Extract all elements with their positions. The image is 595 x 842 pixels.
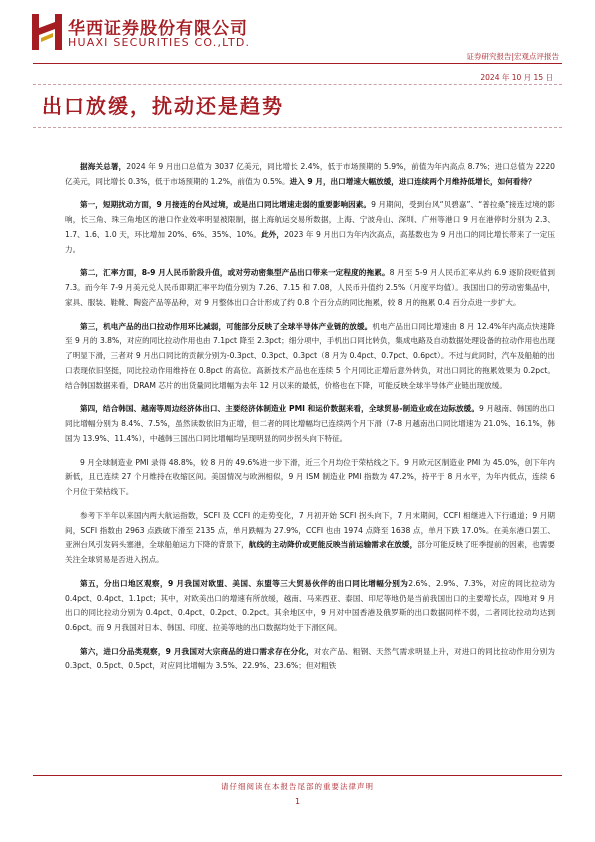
- legal-disclaimer-link[interactable]: 请仔细阅读在本报告尾部的重要法律声明: [221, 782, 374, 791]
- huaxi-logo: [32, 14, 62, 50]
- report-date: 2024 年 10 月 15 日: [480, 73, 553, 82]
- title-divider-top: [33, 84, 562, 85]
- page-number: 1: [294, 797, 301, 806]
- report-title: 出口放缓，扰动还是趋势: [42, 94, 284, 118]
- paragraph-2: 第一，短期扰动方面，9 月接连的台风过境，或是出口同比增速走弱的重要影响因素。9 月期间，受到台风“贝碧嘉”、“普拉桑”接连过境的影响，长三角、珠三角地区的港口作业效率明显被限制，据上海航运交易所数据，上海、宁波舟山、深圳、广州等港口 9 月在港停时分别为 2.3、1.7、1.6、1.0 天，环比增加 20%、6%、35%、10%。此外，2023 年 9 月出口为年内次高点，高基数也为 9 月出口的同比增长带来了一定压力。: [65, 200, 555, 254]
- report-body: [65, 160, 555, 683]
- paragraph-7: 参考下半年以来国内两大航运指数，SCFI 及 CCFI 的走势变化，7 月初开始 SCFI 拐头向下，7 月末期间，CCFI 相继进入下行通道；9 月期间，SCFI 指数由 2963 点跌破下滑至 2135 点，单月跌幅为 27.9%，CCFI 也由 1974 点降至 1638 点，单月下跌 17.0%。在美东港口罢工、亚洲台风引发码头塞港，全球船舶运力下降的背景下，航线的主动降价或更能反映当前运输需求在放缓，部分可能反映了旺季提前的因素，也需要关注全球贸易是否进入拐点。: [65, 510, 556, 565]
- paragraph-1: 据海关总署，2024 年 9 月出口总值为 3037 亿美元，同比增长 2.4%，低于市场预期的 5.9%，前值为年内高点 8.7%；进口总值为 2220 亿美元，同比增长 0.3%，低于市场预期的 1.2%，前值为 0.5%。进入 9 月，出口增速大幅放缓，进口连续两个月维持低增长，如何看待？: [65, 162, 556, 186]
- paragraph-9: 第六，进口分品类观察，9 月我国对大宗商品的进口需求存在分化，对农产品、粗钢、天然气需求明显上升，对进口的同比拉动作用分别为 0.3pct、0.5pct、0.5pct，对应同比增幅为 3.5%、22.9%、23.6%；但对粗铁: [65, 646, 555, 671]
- brand-name-en: HUAXI SECURITIES CO.,LTD.: [68, 36, 251, 49]
- title-divider-bottom: [33, 127, 562, 128]
- paragraph-8: 第五，分出口地区观察，9 月我国对欧盟、美国、东盟等三大贸易伙伴的出口同比增幅分别为2.6%、2.9%、7.3%，对应的同比拉动为 0.4pct、0.4pct、1.1pct；其中，对欧美出口的增速有所放缓，越南、马来西亚、泰国、印尼等地仍是当前我国出口的主要增长点，四地对 9 月出口的同比拉动分别为 0.4pct、0.4pct、0.2pct、0.2pct。其余地区中，9 月对中国香港及俄罗斯的出口数据同样不弱，二者同比拉动均达到 0.6pct。而 9 月我国对日本、韩国、印度、拉美等地的出口数据均处于下滑区间。: [65, 578, 555, 633]
- header-divider: [33, 63, 562, 64]
- paragraph-5: 第四，结合韩国、越南等周边经济体出口、主要经济体制造业 PMI 和运价数据来看，全球贸易-制造业或在边际放缓。9 月越南、韩国的出口同比增幅分别为 8.4%、7.5%，虽然读数依旧为正增，但二者的同比增幅均已连续两个月下滑（7-8 月越南出口同比增速为 21.0%、16.1%，韩国为 13.9%、11.4%），中越韩三国出口同比增幅均呈现明显的同步拐头向下特征。: [65, 404, 555, 443]
- paragraph-4: 第三，机电产品的出口拉动作用环比减弱，可能部分反映了全球半导体产业链的放缓。机电产品出口同比增速由 8 月 12.4%年内高点快速降至 9 月的 3.8%，对应的同比拉动作用也由 7.1pct 降至 2.3pct；细分项中，手机出口同比转负，集成电路及自动数据处理设备的拉动作用也出现了明显下滑，三者对 9 月出口同比的贡献分别为-0.3pct、0.3pct、0.3pct（8 月为 0.4pct、0.7pct、0.6pct）。不过与此同时，汽车及船舶的出口表现依旧坚挺，同比拉动作用维持在 0.8pct 的高位。高新技术产品也在连续 5 个月同比正增后意外转负，对出口同比的拖累效果为 0.2pct。结合韩国数据来看，DRAM 芯片的出货量同比增幅为去年 12 月以来的最低，价格也在下降，可能反映全球半导体产业链出现放缓。: [65, 321, 555, 390]
- report-type-label: 证券研究报告|宏观点评报告: [466, 52, 559, 61]
- footer-divider: [33, 775, 562, 776]
- paragraph-3: 第二，汇率方面，8-9 月人民币阶段升值，或对劳动密集型产品出口带来一定程度的拖累。8 月至 5-9 月人民币汇率从约 6.9 逐阶段贬值到 7.3。而今年 7-9 月美元兑人民币即期汇率平均值分别为 7.26、7.15 和 7.08，人民币升值约 2.5%（月度平均值）。我国出口的劳动密集品中，家具、服装、鞋靴、陶瓷产品等品种，对 9 月整体出口合计形成了约 0.8 个百分点的同比拖累，较 8 月的拖累 0.4 百分点进一步扩大。: [65, 268, 555, 307]
- brand-name-cn: 华西证券股份有限公司: [68, 19, 248, 39]
- paragraph-6: 9 月全球制造业 PMI 录得 48.8%，较 8 月的 49.6%进一步下滑，近三个月均位于荣枯线之下。9 月欧元区制造业 PMI 为 45.0%，创下年内新低，且已连续 27 个月维持在收缩区间。美国情况与欧洲相似，9 月 ISM 制造业 PMI 指数为 47.2%，持平于 8 月水平，为年内低点，连续 6 个月位于荣枯线下。: [65, 457, 555, 497]
